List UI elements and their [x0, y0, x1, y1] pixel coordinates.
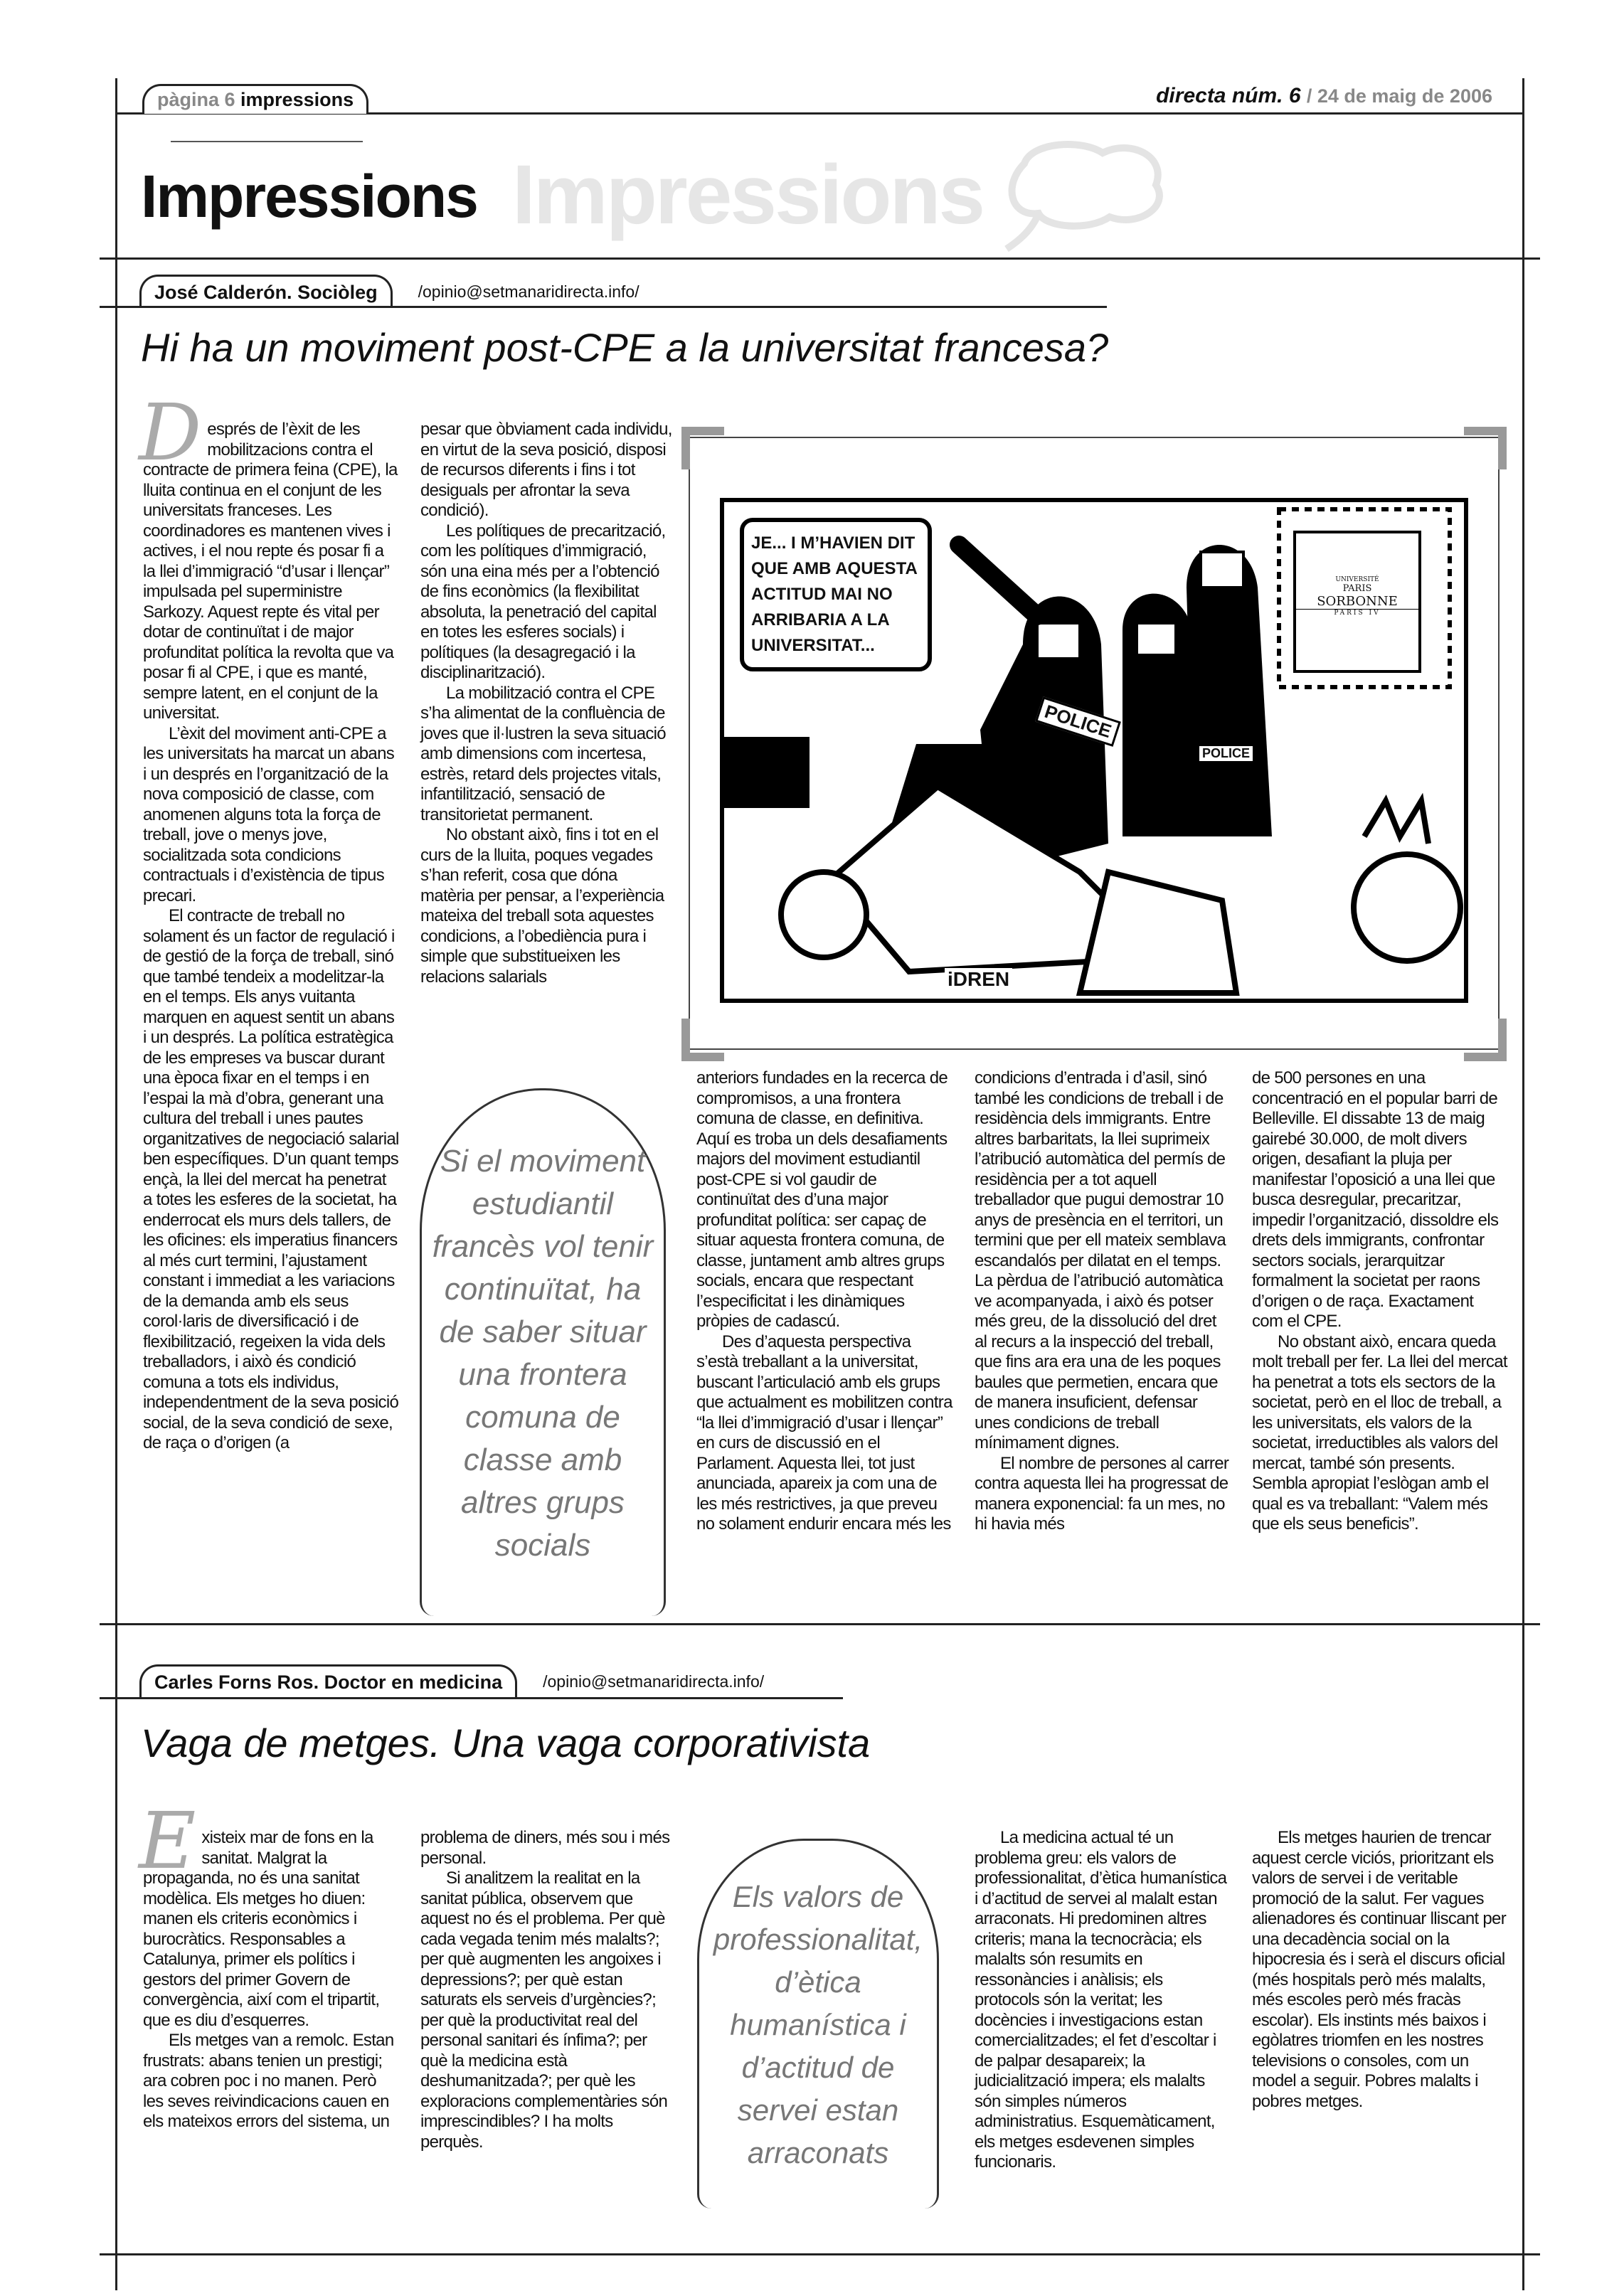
paragraph: El contracte de treball no solament és un factor de regulació i de gestió de la força de treball, sinó que també tendeix a modelitzar-la en el temps. Els anys vuitanta marquen en aquest sentit un abans i un després. La política estratègica de les empreses va buscar durant una època fixar en el temps i en l’espai la mà d’obra, generant una cultura del treball i unes pautes organitzatives de negociació salarial ben específiques. D’un quant temps ençà, la llei del mercat ha penetrat a totes les esferes de la societat, ha enderrocat els murs dels tallers, de les oficines: els imperatius financers al més curt termini, l’ajustament constant i immediat a les variacions de la demanda amb els seus corol·laris de diversificació i de flexibilització, regeixen la vida dels treballadors, i això és condició comuna a tots els individus, independentment de la seva posició social, de la seva condició de sexe, de raça o d’origen (a	[143, 906, 399, 1452]
article-column-4	[975, 1068, 1231, 1535]
paragraph: esprés de l’èxit de les mobilitzacions contra el contracte de primera feina (CPE), la lluita continua en el conjunt de les universitats franceses. Les coordinadores es mantenen vives i actives, i el nou repte és posar fi a la llei d’immigració “d’usar i llençar” impulsada pel superministre Sarkozy. Aquest repte és vital per dotar de continuïtat i de major profunditat política la revolta que va posar fi al CPE, i que es manté, sempre latent, en el conjunt de la universitat.	[143, 420, 398, 723]
article-column-3	[696, 1068, 952, 1535]
page-tab	[142, 84, 368, 114]
section-label: impressions	[240, 89, 354, 110]
author-name: José Calderón. Sociòleg	[154, 282, 378, 303]
drop-cap: E	[139, 1795, 196, 1886]
article-column-5	[1252, 1068, 1508, 1535]
footer-rule	[100, 2253, 1540, 2255]
section-rule	[100, 257, 1540, 260]
author-email[interactable]: /opinio@setmanaridirecta.info/	[543, 1672, 765, 1691]
crop-mark	[1498, 427, 1507, 469]
speech-text: JE... I M’HAVIEN DIT QUE AMB AQUESTA ACTITUD MAI NO ARRIBARIA A LA UNIVERSITAT...	[751, 533, 917, 655]
paragraph: El nombre de persones al carrer contra aquesta llei ha progressat de manera exponencial: fa un mes, no hi havia més	[975, 1453, 1229, 1534]
left-margin-line	[115, 78, 117, 2290]
article-column-2	[420, 420, 673, 987]
pull-quote	[420, 1088, 666, 1616]
author-name: Carles Forns Ros. Doctor en medicina	[154, 1671, 503, 1693]
sign-text: UNIVERSITÉ	[1335, 576, 1379, 583]
author-rule	[100, 1697, 843, 1699]
paragraph: pesar que òbviament cada individu, en virtut de la seva posició, disposi de recursos diferents i fins i tot desiguals per afrontar la seva condició).	[420, 420, 672, 520]
paragraph: La medicina actual té un problema greu: els valors de professionalitat, d’ètica humanística i d’actitud de servei al malalt estan arraconats. Hi predominen altres criteris; mana la tecnocràcia; els malalts són resumits en ressonàncies i anàlisis; els protocols són la veritat; les docències i investigacions estan comercialitzades; el fet d’escoltar i de palpar desapareix; la judicialització impera; els malalts són simples números administratius. Esquemàticament, els metges esdevenen simples funcionaris.	[975, 1828, 1227, 2172]
masthead-issue	[1156, 84, 1492, 108]
cartoon-illustration	[720, 498, 1468, 1003]
paragraph: xisteix mar de fons en la sanitat. Malgrat la propaganda, no és una sanitat modèlica. Els metges ho diuen: manen els criteris econòmics i burocràtics. Responsables a Catalunya, primer els polítics i gestors del primer Govern de convergència, així com el tripartit, que es diu d’esquerres.	[143, 1828, 380, 2030]
sign-text: PARIS	[1342, 583, 1372, 594]
author-tab	[139, 1664, 517, 1697]
publication-date: / 24 de maig de 2006	[1306, 85, 1492, 107]
sign-text: SORBONNE	[1296, 594, 1418, 610]
byline	[139, 275, 639, 307]
paragraph: anteriors fundades en la recerca de compromisos, a una frontera comuna de classe, en definitiva. Aquí es troba un dels desafiaments majors del moviment estudiantil post-CPE si vol gaudir de continuïtat des d’una major profunditat política: ser capaç de situar aquesta frontera comuna, de classe, juntament amb altres grups socials, encara que respectant l’especificitat i les dinàmiques pròpies de cadascú.	[696, 1068, 948, 1331]
paragraph: No obstant això, encara queda molt treball per fer. La llei del mercat ha penetrat a tots els sectors de la societat, però en el lloc de treball, a les universitats, els valors de la societat, irreductibles als valors del mercat, també són presents. Sembla apropiat l’eslògan amb el qual es va treballant: “Valem més que els seus beneficis”.	[1252, 1332, 1507, 1534]
page-number: pàgina 6	[157, 89, 235, 110]
artist-signature: iDREN	[945, 968, 1012, 991]
paragraph: Els metges van a remolc. Estan frustrats: abans tenien un prestigi; ara cobren poc i no manen. Però les seves reivindicacions cauen en els mateixos errors del sistema, un	[143, 2031, 394, 2131]
paragraph: problema de diners, més sou i més personal.	[420, 1828, 670, 1868]
section-watermark: Impressions	[512, 148, 984, 242]
article-title: Hi ha un moviment post-CPE a la universitat francesa?	[141, 325, 1109, 370]
paragraph: Els metges haurien de trencar aquest cercle viciós, prioritzant els valors de servei i de veritable promoció de la salut. Fer vagues alienadores és continuar lliscant per una decadència social on la hipocresia és i serà el discurs oficial (més hospitals però més malalts, més escoles però més fracàs escolar). Els instints més baixos i egòlatres triomfen en les nostres televisions o consoles, com un model a seguir. Pobres malalts i pobres metges.	[1252, 1828, 1506, 2111]
paragraph: Les polítiques de precarització, com les polítiques d’immigració, són una eina més per a l’obtenció de fins econòmics (la flexibilitat absoluta, la penetració del capital en totes les esferes socials) i polítiques (la desagregació i la disciplinarització).	[420, 521, 666, 682]
article-divider	[100, 1623, 1540, 1625]
article-column-3	[975, 1828, 1231, 2173]
article-column-1	[139, 1795, 399, 2132]
speech-balloon	[740, 518, 932, 671]
crop-mark	[681, 427, 690, 469]
article-column-4	[1252, 1828, 1508, 2112]
paragraph: Des d’aquesta perspectiva s’està treballant a la universitat, buscant l’articulació amb els grups que actualment es mobilitzen contra “la llei d’immigració d’usar i llençar” en curs de discussió en el Parlament. Aquesta llei, tot just anunciada, apareix ja com una de les més restrictives, ja que preveu no solament endurir encara més les	[696, 1332, 952, 1534]
right-margin-line	[1522, 78, 1524, 2290]
paragraph: Si analitzem la realitat en la sanitat pública, observem que aquest no és el problema. Per què cada vegada tenim més malalts?; per què augmenten les angoixes i depressions?; per què estan saturats els serveis d’urgències?; per què la productivitat real del personal sanitari és ínfima?; per què la medicina està deshumanitzada?; per què les exploracions complementàries són imprescindibles? I ha molts perquès.	[420, 1869, 668, 2152]
article-column-1	[139, 387, 399, 1454]
short-rule	[171, 141, 363, 142]
pull-quote	[697, 1839, 939, 2209]
section-title: Impressions	[141, 163, 477, 230]
police-shield-label-2: POLICE	[1197, 744, 1255, 763]
author-email[interactable]: /opinio@setmanaridirecta.info/	[418, 282, 639, 301]
author-rule	[100, 306, 1107, 308]
police-shield-label: POLICE	[1035, 696, 1121, 747]
article-column-2	[420, 1828, 676, 2152]
drop-cap: D	[139, 387, 202, 478]
publication-name: directa núm. 6	[1156, 84, 1301, 107]
sign-text: PARIS IV	[1334, 610, 1381, 617]
sorbonne-sign	[1293, 531, 1421, 673]
paragraph: No obstant això, fins i tot en el curs de la lluita, poques vegades s’han referit, cosa que dóna matèria per pensar, a l’experiència mateixa del treball sota aquestes condicions, a l’obediència pura i simple que substitueixen les relacions salarials	[420, 825, 664, 987]
speech-bubble-icon	[996, 135, 1174, 256]
paragraph: de 500 persones en una concentració en el popular barri de Belleville. El dissabte 13 de maig gairebé 30.000, de molt divers origen, desafiant la pluja per manifestar l’oposició a una llei que busca desregular, precaritzar, impedir l’organització, dissoldre els drets dels immigrants, confrontar sectors socials, jerarquitzar formalment la societat per raons d’origen o de raça. Exactament com el CPE.	[1252, 1068, 1499, 1331]
paragraph: La mobilització contra el CPE s’ha alimentat de la confluència de joves que il·lustren la seva situació amb dimensions com incertesa, estrès, retard dels projectes vitals, infantilització, sensació de transitorietat permanent.	[420, 683, 666, 824]
paragraph: condicions d’entrada i d’asil, sinó també les condicions de treball i de residència dels immigrants. Entre altres barbaritats, la llei suprimeix l’atribució automàtica del permís de residència per a tot aquell treballador que pugui demostrar 10 anys de presència en el territori, un termini que per ell mateix semblava escandalós per dilatat en el temps. La pèrdua de l’atribució automàtica ve acompanyada, i això és potser més greu, de la dissolució del dret al recurs a la inspecció del treball, que fins ara era una de les poques baules que permetien, encara que de manera insuficient, defensar unes condicions de treball mínimament dignes.	[975, 1068, 1226, 1452]
author-tab	[139, 275, 393, 307]
article-title: Vaga de metges. Una vaga corporativista	[141, 1721, 871, 1765]
byline	[139, 1664, 764, 1697]
pull-quote-text: Si el moviment estudiantil francès vol tenir continuïtat, ha de saber situar una frontera comuna de classe amb altres grups socials	[432, 1143, 654, 1563]
paragraph: L’èxit del moviment anti-CPE a les universitats ha marcat un abans i un després en l’organització de la nova composició de classe, com anomenen alguns tota la força de treball, jove o menys jove, socialitzada sota condicions contractuals i d’existència de tipus precari.	[143, 723, 395, 905]
crop-mark	[681, 1019, 690, 1061]
crop-mark	[1498, 1019, 1507, 1061]
pull-quote-text: Els valors de professionalitat, d’ètica humanística i d’actitud de servei estan arraconats	[713, 1879, 923, 2169]
